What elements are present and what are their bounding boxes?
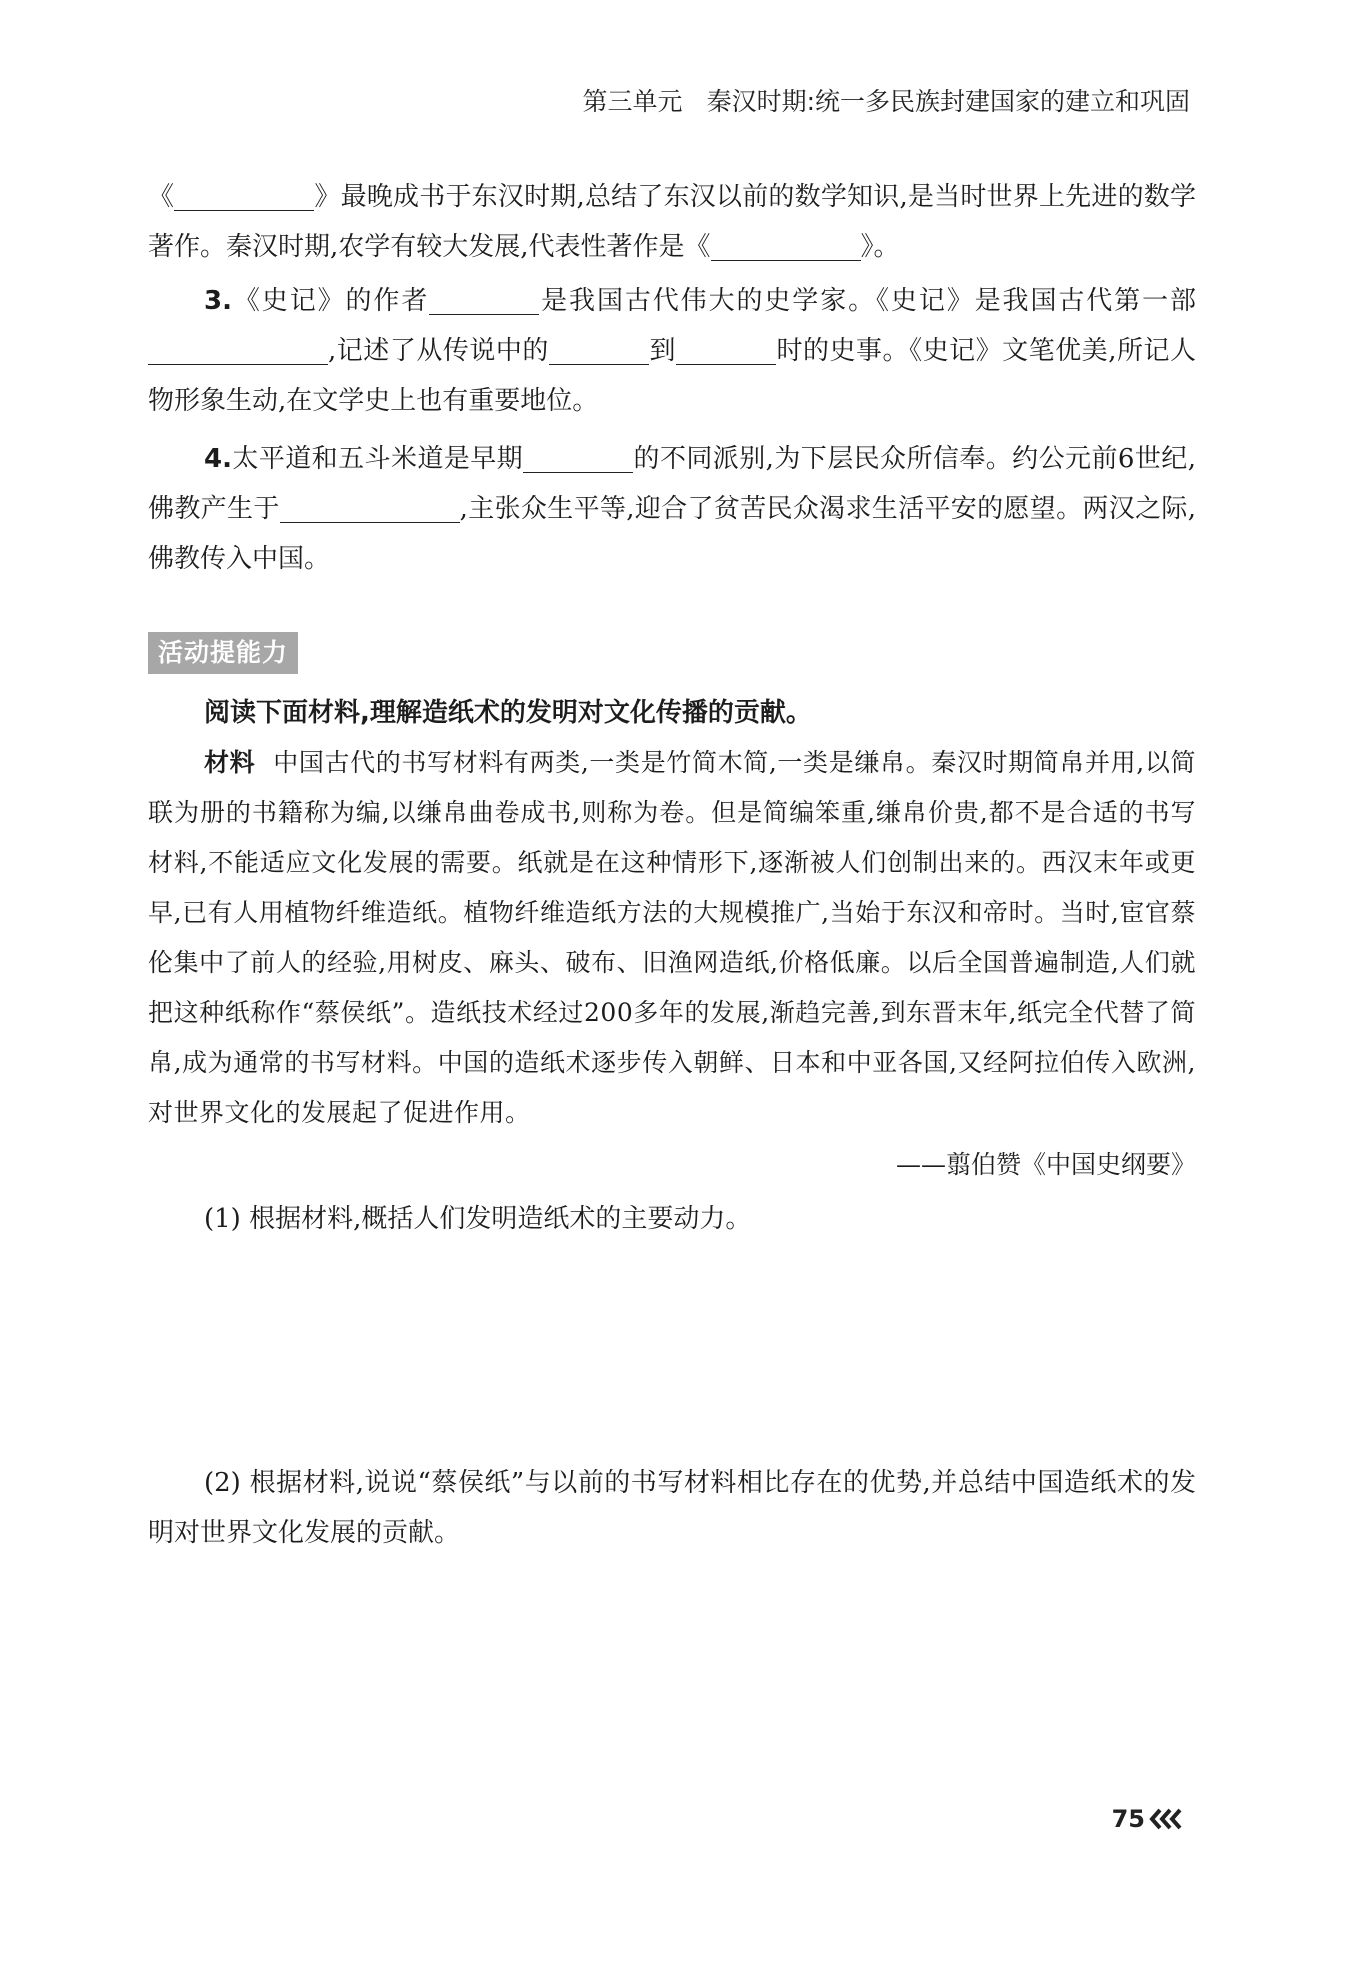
material-text: 中国古代的书写材料有两类,一类是竹简木简,一类是缣帛。秦汉时期简帛并用,以简联为册的书籍称为编,以缣帛曲卷成书,则称为卷。但是简编笨重,缣帛价贵,都不是合适的书写材料,不能适应文化发展的需要。纸就是在这种情形下,逐渐被人们创制出来的。西汉末年或更早,已有人用植物纤维造纸。植物纤维造纸方法的大规模推广,当始于东汉和帝时。当时,宦官蔡伦集中了前人的经验,用树皮、麻头、破布、旧渔网造纸,价格低廉。以后全国普遍制造,人们就把这种纸称作“蔡侯纸”。造纸技术经过200多年的发展,渐趋完善,到东晋末年,纸完全代替了简帛,成为通常的书写材料。中国的造纸术逐步传入朝鲜、日本和中亚各国,又经阿拉伯传入欧洲,对世界文化的发展起了促进作用。 — [148, 748, 1196, 1127]
blank-start-era[interactable] — [549, 334, 649, 365]
task-instruction: 阅读下面材料,理解造纸术的发明对文化传播的贡献。 — [204, 698, 812, 728]
section-tag: 活动提能力 — [148, 632, 298, 674]
question-3 — [148, 276, 1196, 426]
blank-end-era[interactable] — [676, 334, 776, 365]
q2-text-1: 《 — [148, 182, 175, 212]
q4-text-3: ,主张众生平等,迎合了贫苦民众渴求生活平安的愿望。两汉之际,佛教传入中国。 — [148, 494, 1196, 574]
blank-agriculture-book[interactable] — [711, 230, 861, 261]
material-source: ——翦伯赞《中国史纲要》 — [895, 1150, 1196, 1179]
question-2-continued — [148, 172, 1196, 272]
running-header — [583, 82, 1190, 118]
page-content — [148, 172, 1196, 1558]
blank-shiji-author[interactable] — [429, 284, 539, 315]
triple-chevron-left-icon — [1149, 1808, 1185, 1830]
question-4 — [148, 434, 1196, 584]
sub-question-2: (2) 根据材料,说说“蔡侯纸”与以前的书写材料相比存在的优势,并总结中国造纸术的发明对世界文化发展的贡献。 — [148, 1468, 1196, 1548]
sub-question-1: (1) 根据材料,概括人们发明造纸术的主要动力。 — [204, 1204, 752, 1234]
page-number — [1112, 1805, 1185, 1833]
blank-math-book[interactable] — [174, 180, 314, 211]
blank-early-religion[interactable] — [523, 442, 633, 473]
header-unit: 第三单元 — [582, 87, 683, 116]
page-number-text: 75 — [1111, 1805, 1145, 1833]
material-label: 材料 — [204, 748, 256, 777]
header-title: 秦汉时期:统一多民族封建国家的建立和巩固 — [706, 87, 1190, 116]
q3-text-1: 《史记》的作者 — [231, 286, 430, 316]
q3-text-2: 是我国古代伟大的史学家。《史记》是我国古代第一部 — [539, 286, 1196, 316]
blank-buddhism-origin[interactable] — [280, 492, 460, 523]
q3-text-4: 到 — [648, 336, 676, 366]
q3-text-3: ,记述了从传说中的 — [328, 336, 549, 366]
blank-shiji-type[interactable] — [148, 334, 328, 365]
q4-text-1: 太平道和五斗米道是早期 — [231, 444, 524, 474]
q2-text-2: 》最晚成书于东汉时期,总结了东汉以前的数学知识,是当时世界上先进的数学著作。秦汉时期,农学有较大发展,代表性著作是《 — [148, 182, 1196, 262]
question-4-number: 4. — [204, 444, 232, 474]
q2-text-3: 》。 — [860, 232, 900, 262]
q4-text-2: 的不同派别,为下层民众所信奉。约公元前6世纪,佛教产生于 — [148, 444, 1196, 524]
q3-text-5: 时的史事。《史记》文笔优美,所记人物形象生动,在文学史上也有重要地位。 — [148, 336, 1197, 416]
material-passage — [148, 738, 1196, 1138]
question-3-number: 3. — [204, 286, 232, 316]
